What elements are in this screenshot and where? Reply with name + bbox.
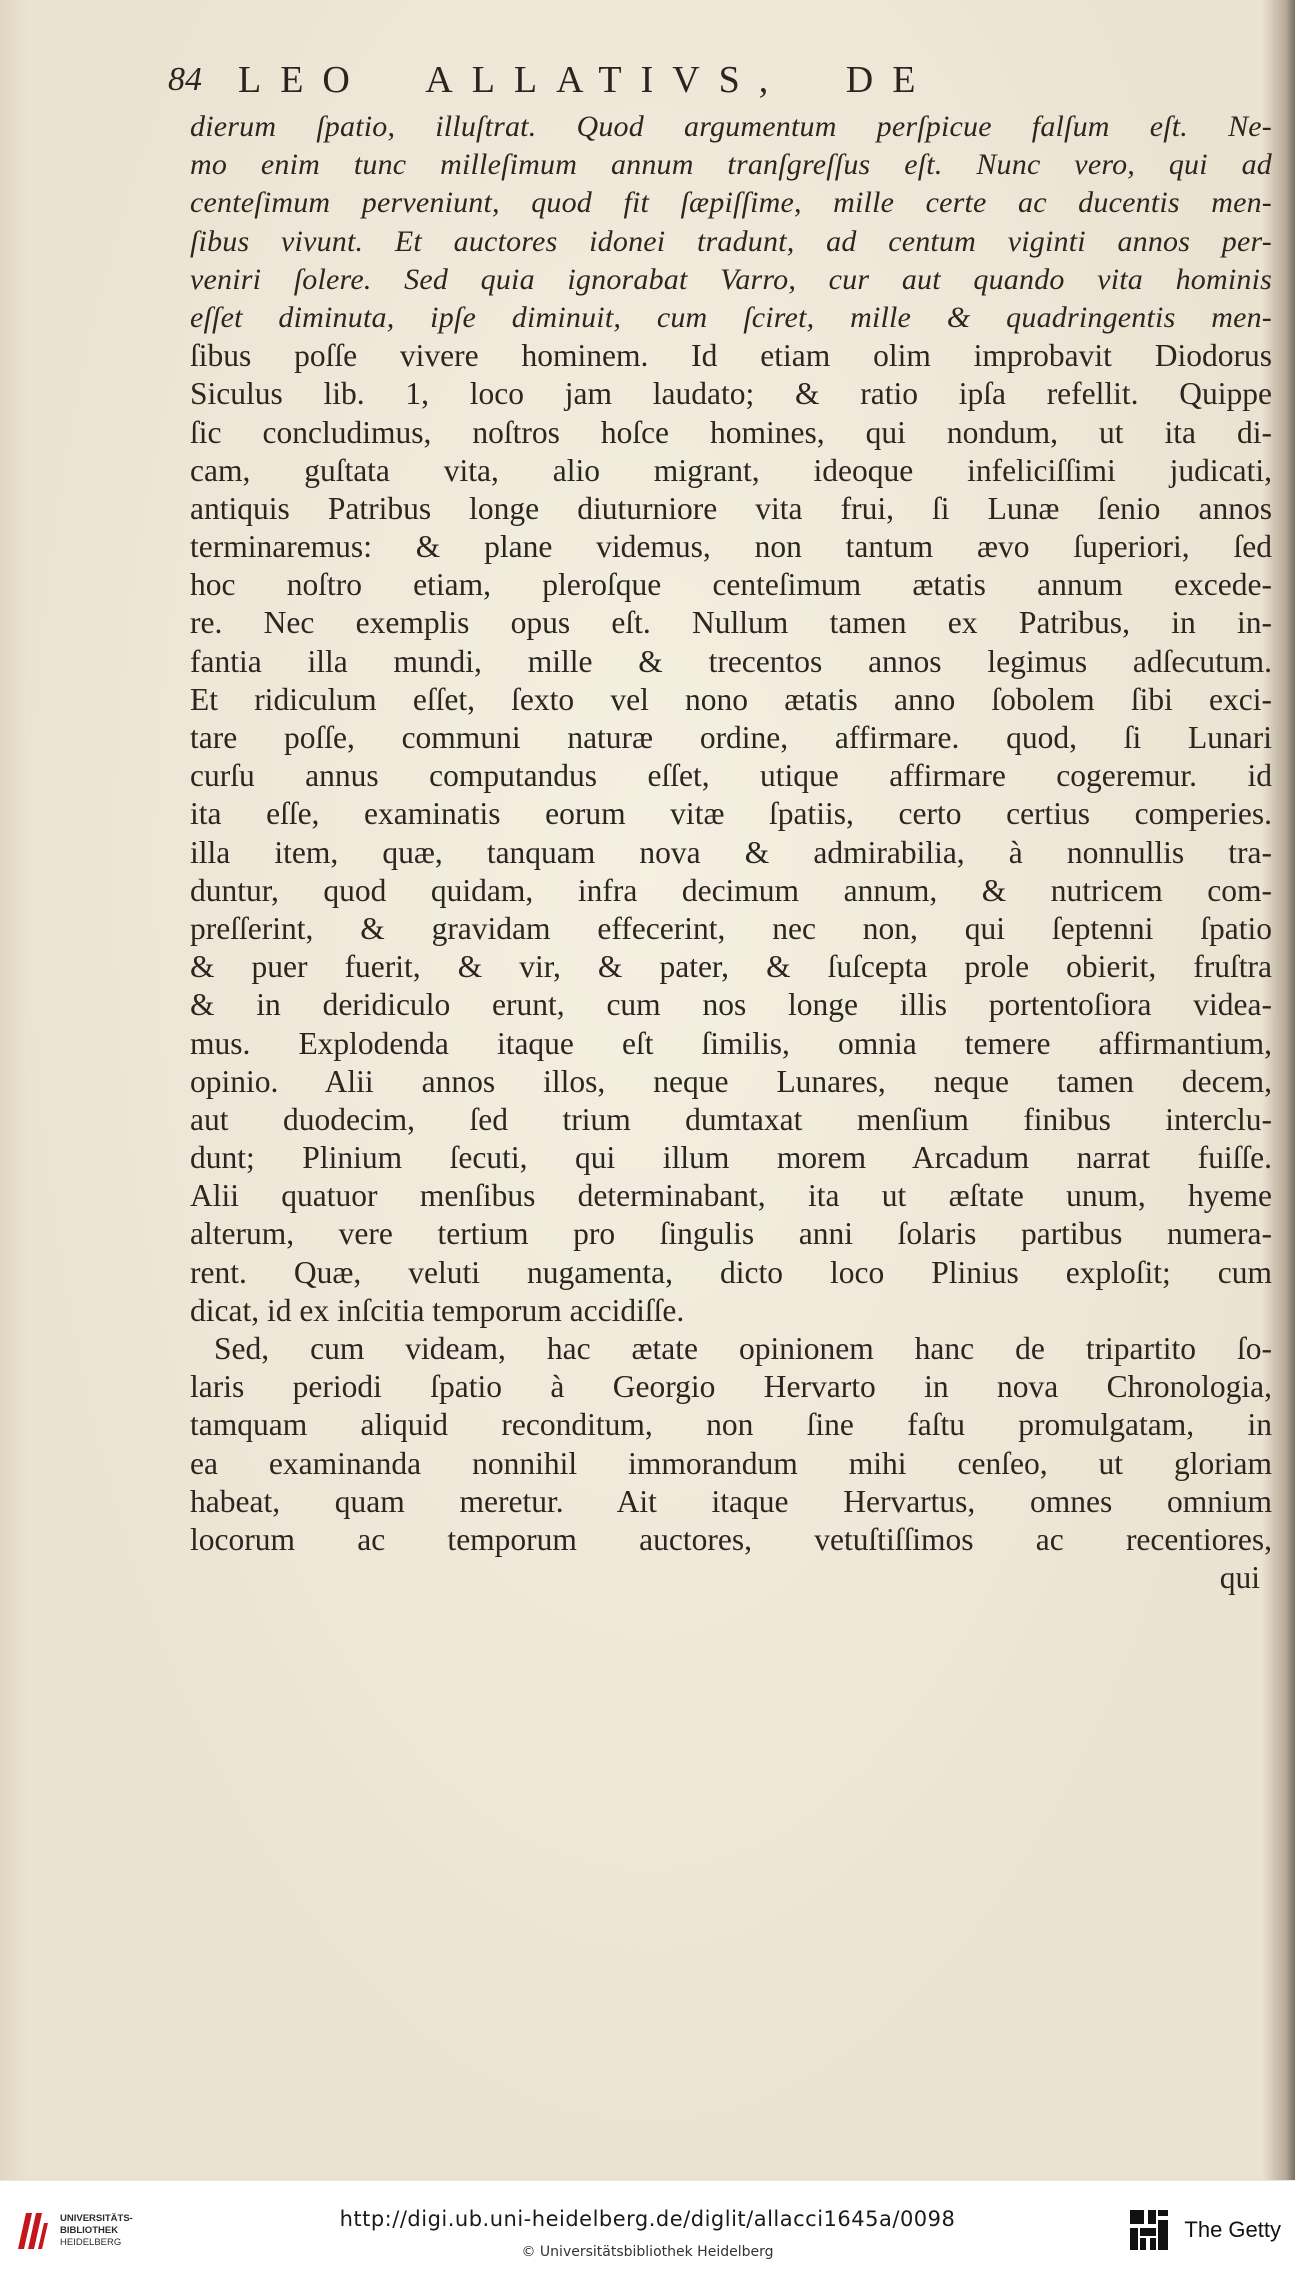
text-line: ita eſſe, examinatis eorum vitæ ſpatiis, certo certius comperies.: [190, 796, 1272, 832]
text-line: veniri ſolere. Sed quia ignorabat Varro, cur aut quando vita hominis: [190, 262, 1272, 296]
viewer-footer: [0, 2180, 1295, 2276]
text-line: ſibus vivunt. Et auctores idonei tradunt, ad centum viginti annos per-: [190, 224, 1272, 258]
permalink-url[interactable]: http://digi.ub.uni-heidelberg.de/diglit/allacci1645a/0098: [339, 2207, 956, 2231]
text-line: Alii quatuor menſibus determinabant, ita ut æſtate unum, hyeme: [190, 1178, 1272, 1214]
text-line: dierum ſpatio, illuſtrat. Quod argumentum perſpicue falſum eſt. Ne-: [190, 110, 1272, 143]
text-line: mo enim tunc milleſimum annum tranſgreſſus eſt. Nunc vero, qui ad: [190, 148, 1272, 182]
text-line: ſic concludimus, noſtros hoſce homines, qui nondum, ut ita di-: [190, 414, 1272, 450]
text-line: & puer fuerit, & vir, & pater, & ſuſcepta prole obierit, fruſtra: [190, 949, 1272, 985]
logo-line: UNIVERSITÄTS-: [60, 2213, 133, 2224]
text-line: alterum, vere tertium pro ſingulis anni ſolaris partibus numera-: [190, 1216, 1272, 1252]
text-line: dicat, id ex inſcitia temporum accidiſſe.: [190, 1292, 685, 1328]
text-line: curſu annus computandus eſſet, utique affirmare cogeremur. id: [190, 758, 1272, 794]
text-line: ea examinanda nonnihil immorandum mihi cenſeo, ut gloriam: [190, 1445, 1272, 1481]
page-number: 84: [168, 61, 202, 98]
text-line: re. Nec exemplis opus eſt. Nullum tamen ex Patribus, in in-: [190, 605, 1272, 641]
text-line: habeat, quam meretur. Ait itaque Hervartus, omnes omnium: [190, 1483, 1272, 1519]
text-line: mus. Explodenda itaque eſt ſimilis, omnia temere affirmantium,: [190, 1025, 1272, 1061]
copyright-notice: © Universitätsbibliothek Heidelberg: [521, 2244, 774, 2260]
text-line: tare poſſe, communi naturæ ordine, affirmare. quod, ſi Lunari: [190, 720, 1272, 755]
text-line: hoc noſtro etiam, pleroſque centeſimum ætatis annum excede-: [190, 567, 1272, 603]
text-line: illa item, quæ, tanquam nova & admirabilia, à nonnullis tra-: [190, 834, 1272, 870]
latin-text-block: [190, 108, 1272, 1597]
text-line: laris periodi ſpatio à Georgio Hervarto in nova Chronologia,: [190, 1369, 1272, 1405]
running-title: LEO ALLATIVS, DE: [238, 59, 935, 101]
text-line: cam, guſtata vita, alio migrant, ideoque infeliciſſimi judicati,: [190, 452, 1272, 488]
text-line: centeſimum perveniunt, quod fit ſæpiſſime, mille certe ac ducentis men-: [190, 186, 1272, 220]
text-line: aut duodecim, ſed trium dumtaxat menſium finibus interclu-: [190, 1101, 1272, 1137]
text-line: Sed, cum videam, hac ætate opinionem hanc de tripartito ſo-: [214, 1331, 1272, 1366]
text-line: opinio. Alii annos illos, neque Lunares, neque tamen decem,: [190, 1063, 1272, 1099]
text-line: eſſet diminuta, ipſe diminuit, cum ſciret, mille & quadringentis men-: [190, 300, 1272, 334]
text-line: ſibus poſſe vivere hominem. Id etiam olim improbavit Diodorus: [190, 338, 1272, 374]
text-line: rent. Quæ, veluti nugamenta, dicto loco Plinius exploſit; cum: [190, 1254, 1272, 1290]
logo-line: HEIDELBERG: [60, 2237, 122, 2248]
text-line: Siculus lib. 1, loco jam laudato; & ratio ipſa refellit. Quippe: [190, 376, 1272, 412]
text-line: antiquis Patribus longe diuturniore vita frui, ſi Lunæ ſenio annos: [190, 490, 1272, 526]
getty-logo-text: The Getty: [1184, 2217, 1281, 2242]
getty-logo[interactable]: [1071, 2205, 1281, 2255]
logo-line: BIBLIOTHEK: [60, 2225, 119, 2236]
text-line: dunt; Plinium ſecuti, qui illum morem Arcadum narrat fuiſſe.: [190, 1140, 1272, 1176]
text-line: preſſerint, & gravidam effecerint, nec non, qui ſeptenni ſpatio: [190, 910, 1272, 946]
text-line: locorum ac temporum auctores, vetuſtiſſimos ac recentiores,: [190, 1521, 1272, 1557]
running-head: [168, 58, 1078, 102]
getty-emblem-icon: [1128, 2208, 1170, 2252]
text-line: duntur, quod quidam, infra decimum annum, & nutricem com-: [190, 872, 1272, 908]
text-line: & in deridiculo erunt, cum nos longe illis portentoſiora videa-: [190, 987, 1272, 1023]
text-line: fantia illa mundi, mille & trecentos annos legimus adſecutum.: [190, 643, 1272, 679]
catchword: qui: [1219, 1560, 1260, 1596]
text-line: tamquam aliquid reconditum, non ſine faſtu promulgatam, in: [190, 1407, 1272, 1443]
text-line: terminaremus: & plane videmus, non tantum ævo ſuperiori, ſed: [190, 529, 1272, 565]
text-line: Et ridiculum eſſet, ſexto vel nono ætatis anno ſobolem ſibi exci-: [190, 681, 1272, 717]
